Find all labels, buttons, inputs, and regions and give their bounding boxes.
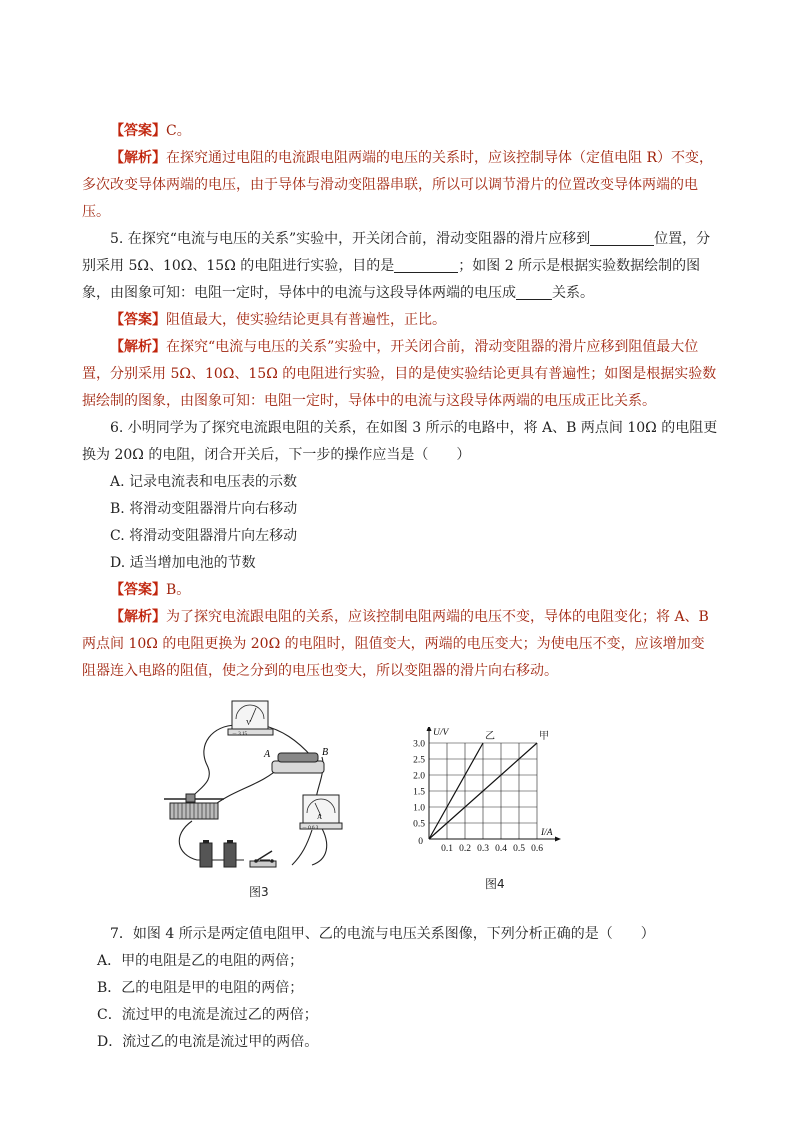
sliding-rheostat — [164, 794, 224, 819]
origin-label: 0 — [418, 837, 423, 847]
q6-option-a: A. 记录电流表和电压表的示数 — [110, 474, 298, 490]
series-label: 甲 — [539, 731, 549, 742]
svg-text:－ 0.6 3: － 0.6 3 — [302, 826, 319, 831]
y-axis-label: U/V — [433, 728, 449, 738]
x-tick-label: 0.1 — [441, 844, 453, 854]
battery — [200, 840, 236, 867]
u-i-chart — [407, 727, 577, 869]
series-label: 乙 — [485, 731, 495, 742]
q5-blank-2 — [394, 256, 458, 273]
x-axis-arrow — [555, 837, 561, 842]
x-tick-label: 0.2 — [459, 844, 471, 854]
y-tick-label: 1.0 — [413, 803, 425, 814]
q6-option-d: D. 适当增加电池的节数 — [110, 555, 256, 571]
wire — [212, 767, 280, 807]
y-tick-label: 0.5 — [413, 819, 425, 830]
wire — [187, 725, 237, 805]
x-tick-label: 0.4 — [495, 844, 507, 854]
document-body — [82, 118, 718, 1056]
x-tick-label: 0.5 — [513, 844, 525, 854]
q7-option-b: B．乙的电阻是甲的电阻的两倍； — [97, 980, 304, 996]
svg-text:V: V — [246, 719, 252, 727]
svg-text:－ 3 15: － 3 15 — [232, 732, 248, 737]
circuit-figure — [152, 695, 377, 885]
y-tick-label: 3.0 — [413, 739, 425, 750]
figure3-caption: 图3 — [249, 885, 269, 899]
q4-analysis: 【解析】在探究通过电阻的电流跟电阻两端的电压的关系时，应该控制导体（定值电阻 R）不变，多次改变导体两端的电压，由于导体与滑动变阻器串联，所以可以调节滑片的位置改变导体两端的电压。 — [82, 150, 713, 220]
y-tick-label: 2.0 — [413, 771, 425, 782]
x-tick-label: 0.3 — [477, 844, 489, 854]
resistor-ab — [263, 747, 328, 773]
ammeter — [300, 795, 342, 831]
q5-analysis: 【解析】在探究“电流与电压的关系”实验中，开关闭合前，滑动变阻器的滑片应移到阻值最大位置，分别采用 5Ω、10Ω、15Ω 的电阻进行实验，目的是使实验结论更具有普遍性；如图是根据实验数据绘制的图象，由图象可知：电阻一定时，导体中的电流与这段导体两端的电压成正比关系。 — [82, 339, 717, 409]
q7-option-d: D．流过乙的电流是流过甲的两倍。 — [97, 1034, 319, 1050]
q5-blank-3 — [516, 283, 552, 300]
q5-answer: 【答案】阻值最大，使实验结论更具有普遍性，正比。 — [110, 312, 446, 328]
x-axis-label: I/A — [541, 828, 553, 838]
switch — [250, 851, 276, 867]
q6-analysis: 【解析】为了探究电流跟电阻的关系，应该控制电阻两端的电压不变，导体的电阻变化；将 A、B 两点间 10Ω 的电阻更换为 20Ω 的电阻时，阻值变大，两端的电压变大；为使电压不变，应该增加变阻器连入电路的阻值，使之分到的电压也变大，所以变阻器的滑片向右移动。 — [82, 609, 709, 679]
wire — [312, 825, 327, 865]
svg-text:A: A — [264, 749, 271, 760]
svg-text:B: B — [322, 747, 329, 758]
y-tick-label: 1.5 — [413, 787, 425, 798]
q4-answer: 【答案】C。 — [110, 123, 191, 139]
q6-option-c: C. 将滑动变阻器滑片向左移动 — [110, 528, 298, 544]
q6-stem: 6. 小明同学为了探究电流跟电阻的关系，在如图 3 所示的电路中，将 A、B 两点间 10Ω 的电阻更换为 20Ω 的电阻，闭合开关后，下一步的操作应当是（ ） — [82, 420, 718, 463]
q7-option-c: C．流过甲的电流是流过乙的两倍； — [97, 1007, 318, 1023]
figures-row — [82, 691, 718, 909]
y-tick-label: 2.5 — [413, 755, 425, 766]
voltmeter — [228, 701, 273, 737]
y-axis-arrow — [427, 727, 432, 731]
q6-answer: 【答案】B。 — [110, 582, 191, 598]
wire — [292, 830, 312, 865]
q7-stem: 7．如图 4 所示是两定值电阻甲、乙的电流与电压关系图像，下列分析正确的是（ ） — [110, 926, 655, 942]
q5-blank-1 — [590, 229, 654, 246]
q6-option-b: B. 将滑动变阻器滑片向右移动 — [110, 501, 298, 517]
q7-option-a: A．甲的电阻是乙的电阻的两倍； — [97, 953, 304, 969]
figure4-caption: 图4 — [485, 877, 505, 891]
x-tick-label: 0.6 — [531, 844, 543, 854]
q5-stem: 5. 在探究“电流与电压的关系”实验中，开关闭合前，滑动变阻器的滑片应移到 位置，分别采用 5Ω、10Ω、15Ω 的电阻进行实验，目的是 ；如图 2 所示是根据实验数据绘制的图象，由图象可知：电阻一定时，导体中的电流与这段导体两端的电压成 关系。 — [82, 231, 711, 301]
svg-text:A: A — [317, 813, 323, 821]
